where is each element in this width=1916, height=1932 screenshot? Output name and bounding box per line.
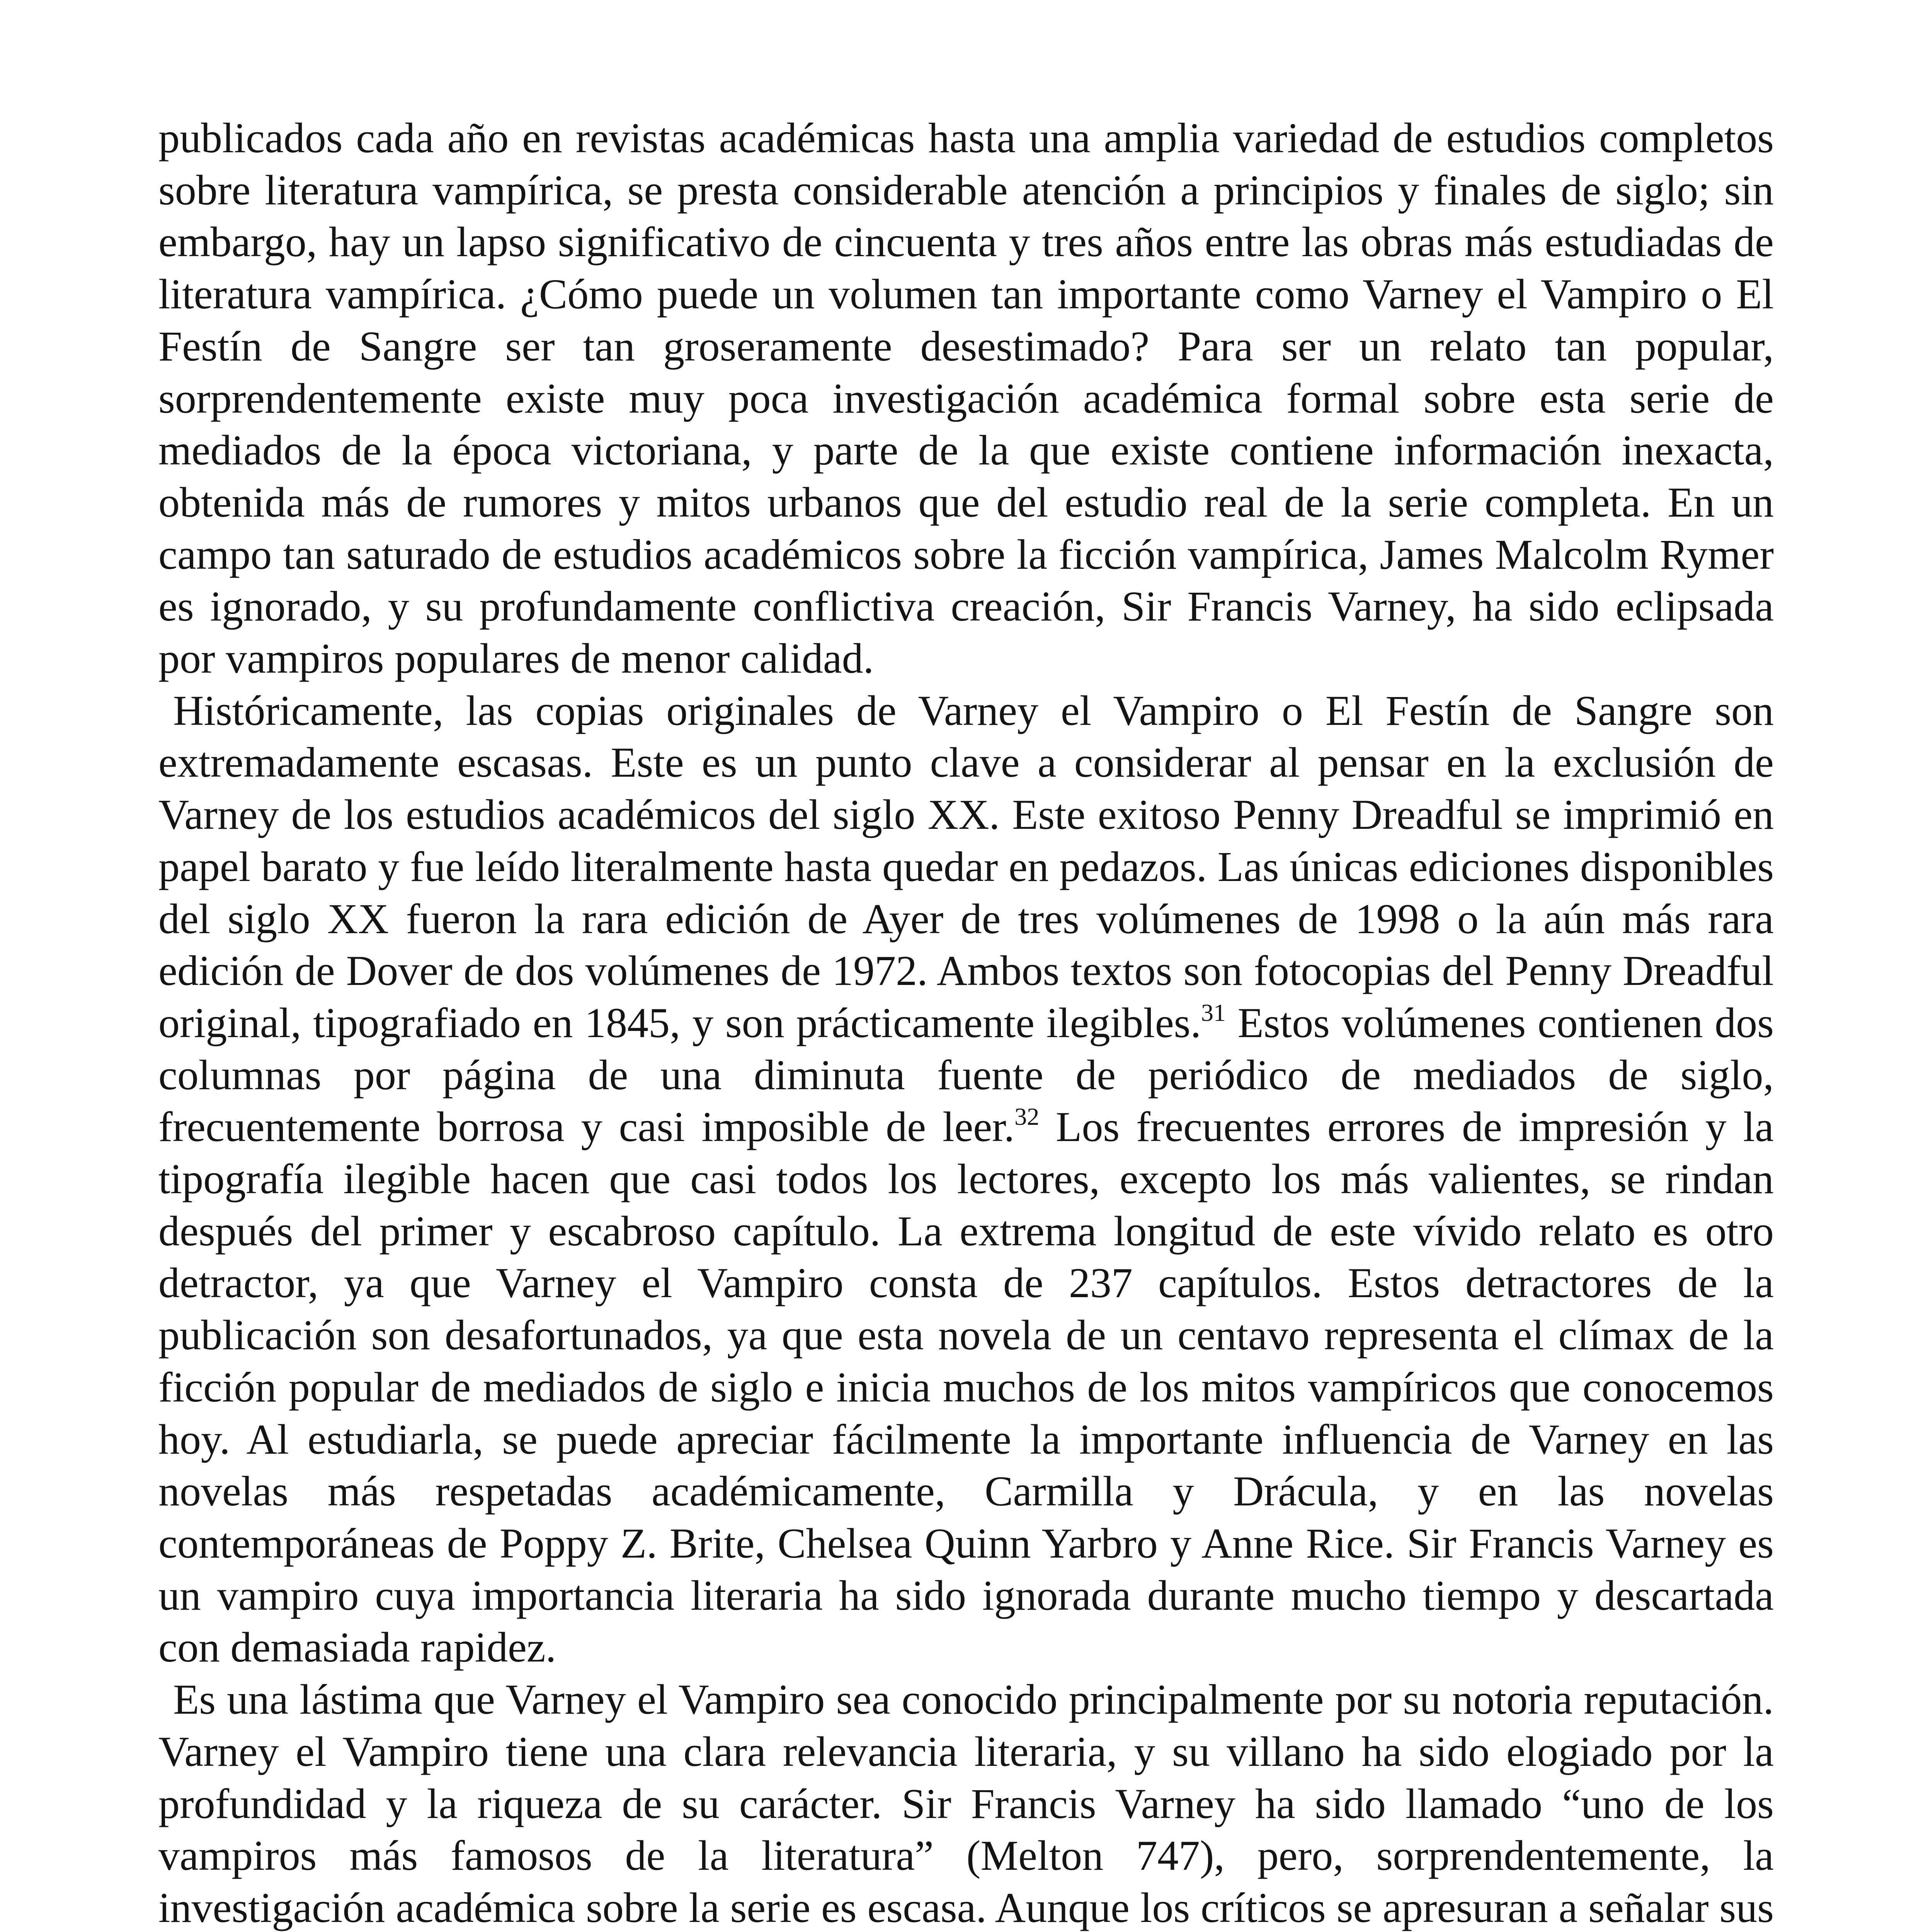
paragraph-3-text: Es una lástima que Varney el Vampiro sea conocido principalmente por su notoria reputación. Varney el Vampiro tiene una clara relevancia literaria, y su villano ha sido elogiado por la profundidad y la riqueza de su carácter. Sir Francis Varney ha sido llamado “uno de los vampiros más famosos de la literatura” (Melton 747), pero, sorprendentemente, la investigación académica sobre la serie es escasa. Aunque los críticos se apresuran a señalar sus (158, 1676, 1774, 1931)
footnote-ref-31[interactable]: 31 (1201, 998, 1226, 1026)
footnote-ref-32[interactable]: 32 (1014, 1103, 1040, 1131)
paragraph-1-text: publicados cada año en revistas académicas hasta una amplia variedad de estudios completos sobre literatura vampírica, se presta considerable atención a principios y finales de siglo; sin embargo, hay un lapso significativo de cincuenta y tres años entre las obras más estudiadas de literatura vampírica. ¿Cómo puede un volumen tan importante como Varney el Vampiro o El Festín de Sangre ser tan groseramente desestimado? Para ser un relato tan popular, sorprendentemente existe muy poca investigación académica formal sobre esta serie de mediados de la época victoriana, y parte de la que existe contiene información inexacta, obtenida más de rumores y mitos urbanos que del estudio real de la serie completa. En un campo tan saturado de estudios académicos sobre la ficción vampírica, James Malcolm Rymer es ignorado, y su profundamente conflictiva creación, Sir Francis Varney, ha sido eclipsada por vampiros populares de menor calidad. (158, 114, 1774, 682)
paragraph-2-part-2: Estos volúmenes contienen dos columnas por página de una diminuta fuente de periódico de mediados de siglo, frecuentemente borrosa y casi imposible de leer. (158, 999, 1774, 1151)
body-text (158, 112, 1774, 1932)
paragraph-3 (158, 1673, 1774, 1932)
paragraph-2-part-1: Históricamente, las copias originales de Varney el Vampiro o El Festín de Sangre son extremadamente escasas. Este es un punto clave a considerar al pensar en la exclusión de Varney de los estudios académicos del siglo XX. Este exitoso Penny Dreadful se imprimió en papel barato y fue leído literalmente hasta quedar en pedazos. Las únicas ediciones disponibles del siglo XX fueron la rara edición de Ayer de tres volúmenes de 1998 o la aún más rara edición de Dover de dos volúmenes de 1972. Ambos textos son fotocopias del Penny Dreadful original, tipografiado en 1845, y son prácticamente ilegibles. (158, 687, 1774, 1046)
paragraph-2-part-3: Los frecuentes errores de impresión y la tipografía ilegible hacen que casi todos los lectores, excepto los más valientes, se rindan después del primer y escabroso capítulo. La extrema longitud de este vívido relato es otro detractor, ya que Varney el Vampiro consta de 237 capítulos. Estos detractores de la publicación son desafortunados, ya que esta novela de un centavo representa el clímax de la ficción popular de mediados de siglo e inicia muchos de los mitos vampíricos que conocemos hoy. Al estudiarla, se puede apreciar fácilmente la importante influencia de Varney en las novelas más respetadas académicamente, Carmilla y Drácula, y en las novelas contemporáneas de Poppy Z. Brite, Chelsea Quinn Yarbro y Anne Rice. Sir Francis Varney es un vampiro cuya importancia literaria ha sido ignorada durante mucho tiempo y descartada con demasiada rapidez. (158, 1103, 1774, 1671)
paragraph-2 (158, 685, 1774, 1673)
paragraph-1 (158, 112, 1774, 685)
